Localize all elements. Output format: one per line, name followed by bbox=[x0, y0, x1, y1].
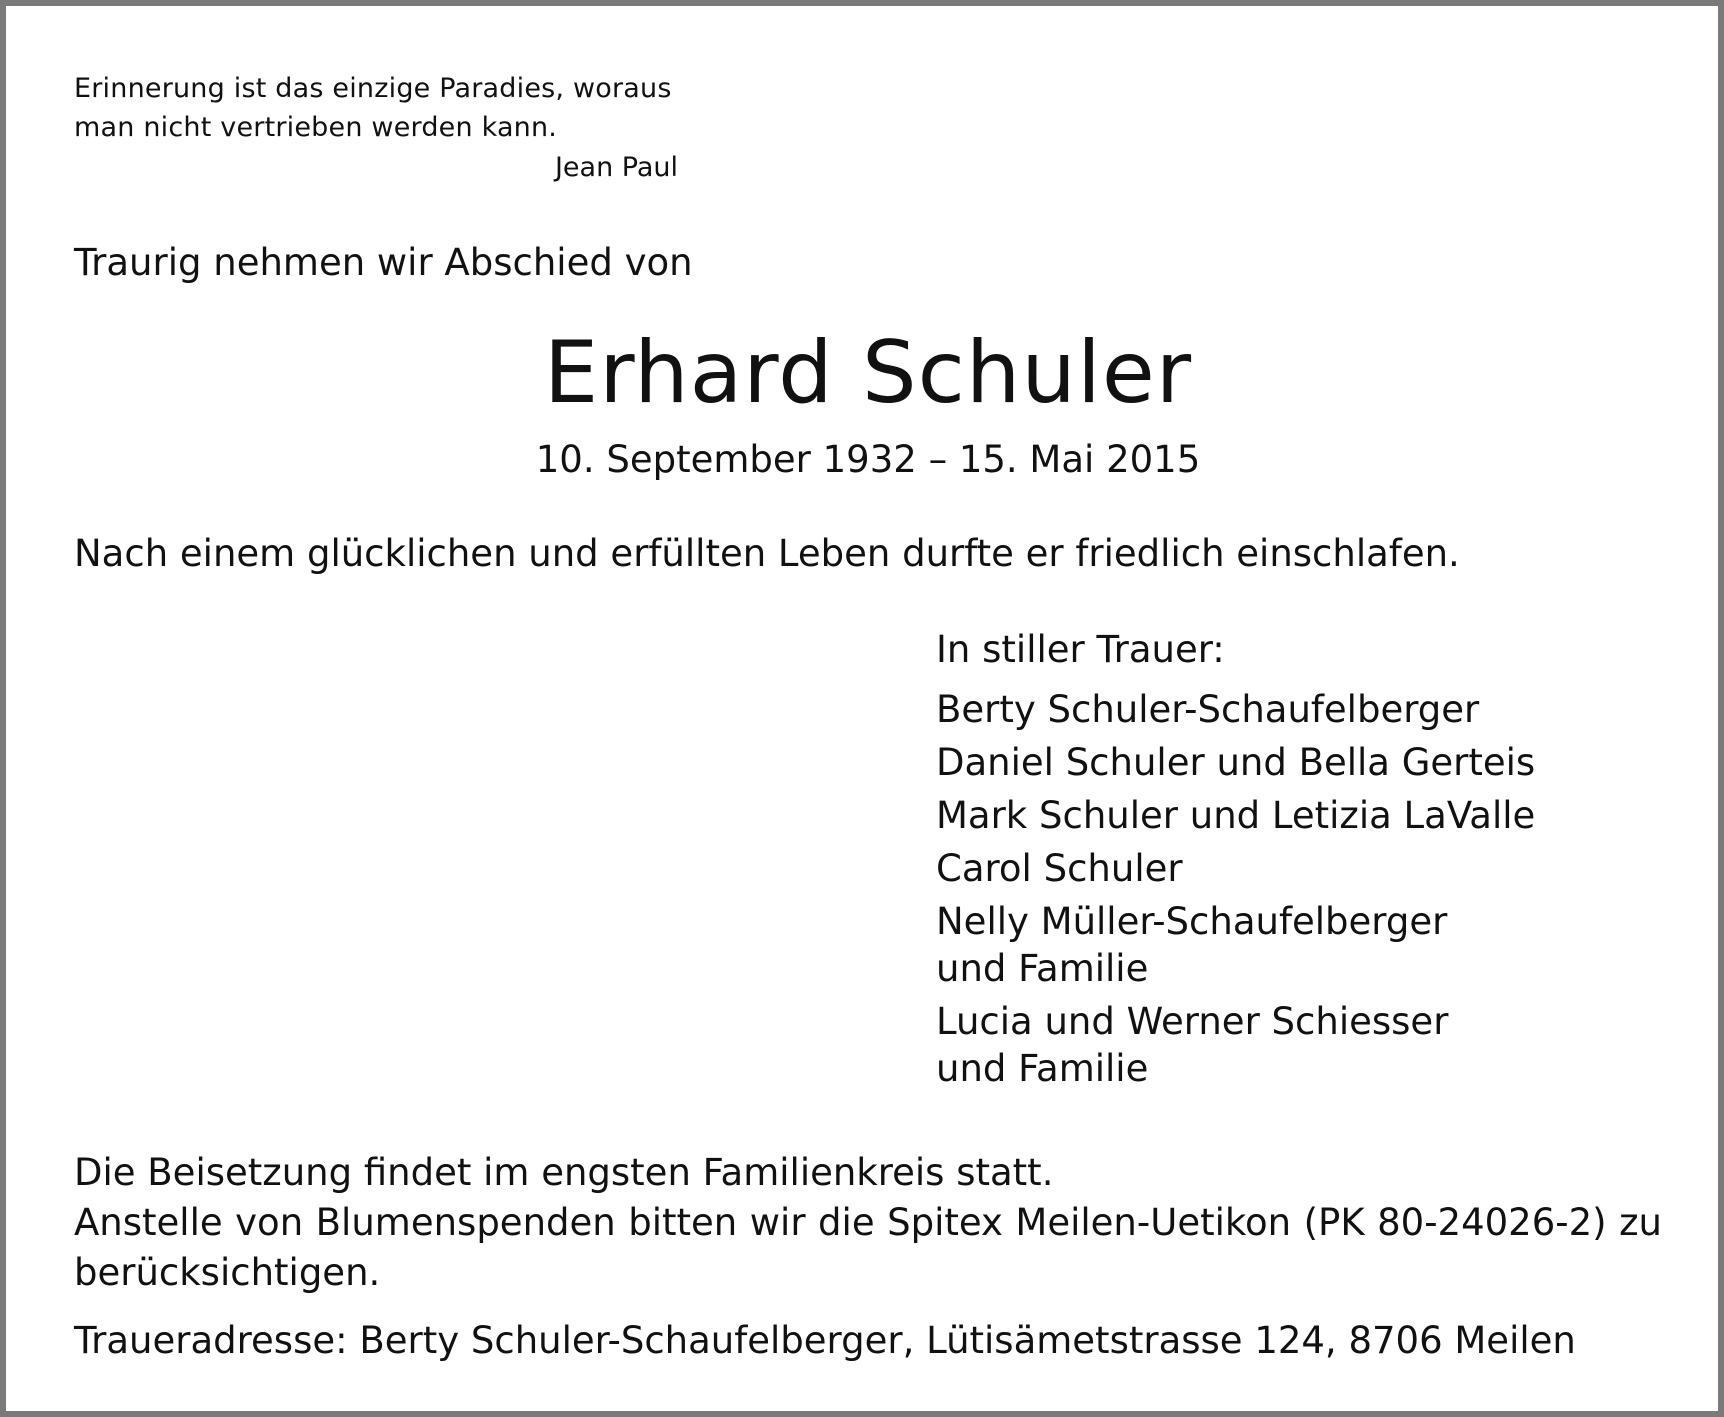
mourner-entry bbox=[936, 898, 1535, 992]
quote-author: Jean Paul bbox=[554, 152, 678, 183]
life-dates: 10. September 1932 – 15. Mai 2015 bbox=[535, 438, 1201, 481]
mourner-name: Lucia und Werner Schiesser bbox=[936, 1000, 1449, 1043]
mourner-name: Daniel Schuler und Bella Gerteis bbox=[936, 741, 1536, 784]
mourner-name: Mark Schuler und Letizia LaValle bbox=[936, 794, 1536, 837]
mourner-name: Nelly Müller-Schaufelberger bbox=[936, 900, 1448, 943]
statement-text: Nach einem glücklichen und erfüllten Leben durfte er friedlich einschlafen. bbox=[74, 532, 1460, 575]
quote-line-2: man nicht vertrieben werden kann. bbox=[74, 112, 558, 143]
mourning-address: Traueradresse: Berty Schuler-Schaufelberger, Lütisämetstrasse 124, 8706 Meilen bbox=[74, 1319, 1576, 1362]
mourners-block bbox=[936, 628, 1536, 1098]
deceased-name: Erhard Schuler bbox=[543, 323, 1193, 423]
mourner-entry bbox=[936, 845, 1535, 892]
mourner-entry bbox=[936, 998, 1535, 1092]
mourners-list bbox=[936, 686, 1535, 1092]
mourners-heading: In stiller Trauer: bbox=[936, 628, 1225, 671]
intro-text: Traurig nehmen wir Abschied von bbox=[74, 241, 693, 284]
mourner-name-continued: und Familie bbox=[936, 947, 1149, 990]
mourner-name: Carol Schuler bbox=[936, 847, 1183, 890]
mourner-name-continued: und Familie bbox=[936, 1047, 1149, 1090]
funeral-notice: Die Beisetzung findet im engsten Familienkreis statt. bbox=[74, 1151, 1054, 1194]
mourner-entry bbox=[936, 739, 1535, 786]
mourner-name: Berty Schuler-Schaufelberger bbox=[936, 688, 1480, 731]
quote-line-1: Erinnerung ist das einzige Paradies, woraus bbox=[74, 73, 672, 104]
mourner-entry bbox=[936, 686, 1535, 733]
donation-notice: Anstelle von Blumenspenden bitten wir die Spitex Meilen-Uetikon (PK 80-24026-2) zu berücksichtigen. bbox=[74, 1201, 1662, 1294]
mourner-entry bbox=[936, 792, 1535, 839]
